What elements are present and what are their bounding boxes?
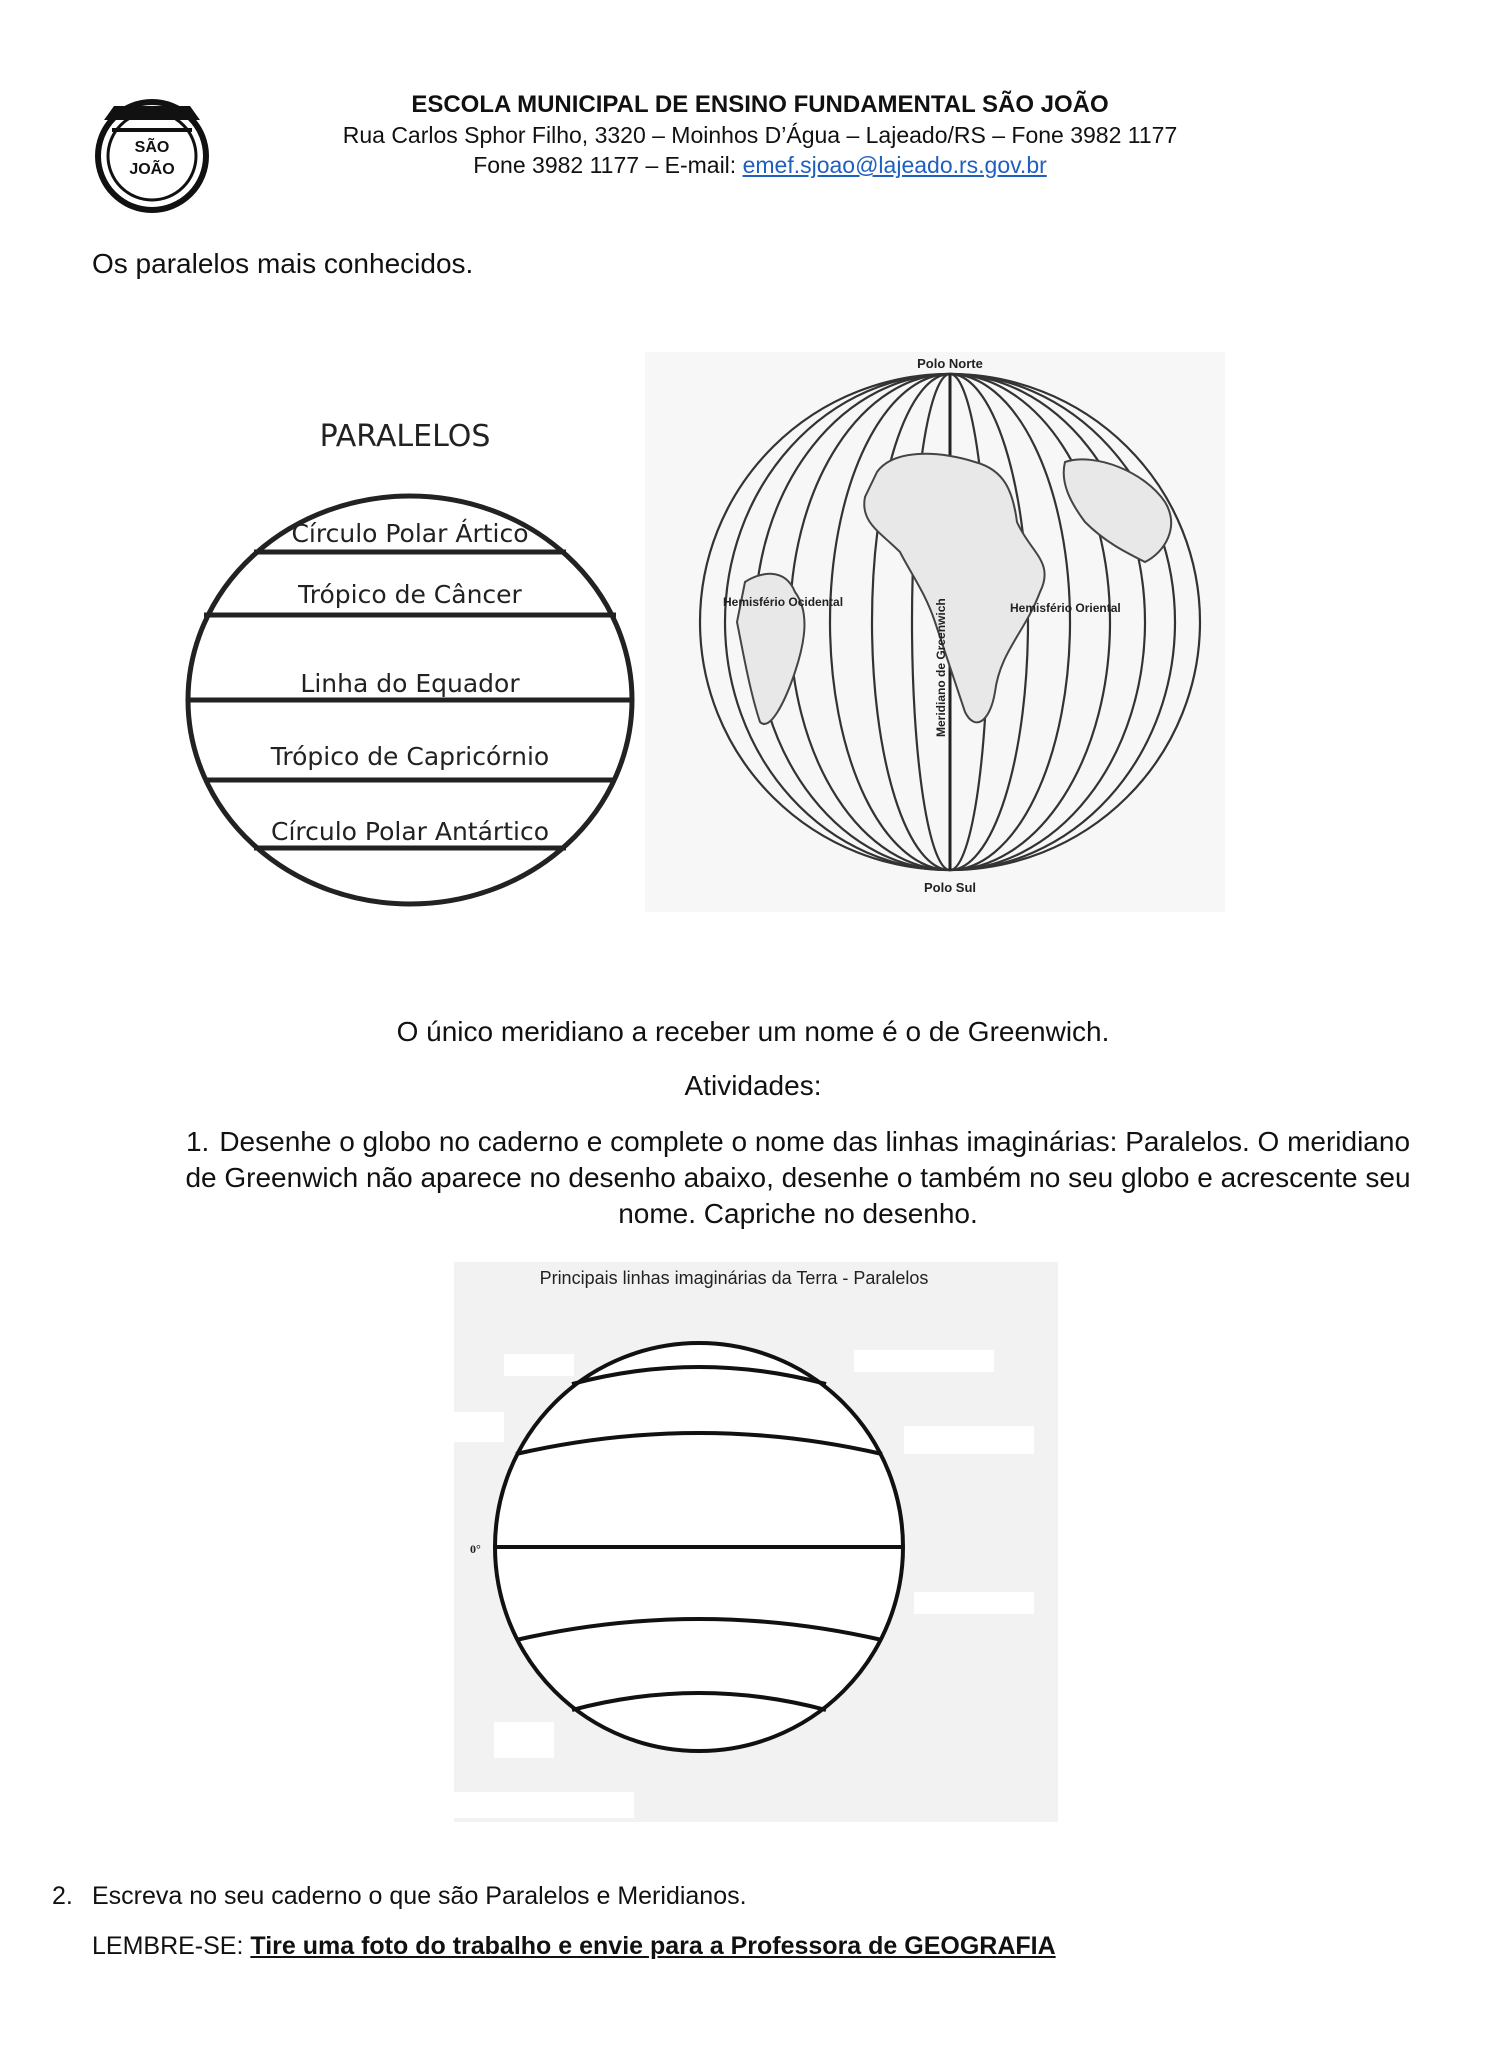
activities-title: Atividades: xyxy=(684,1070,822,1101)
east-hemisphere-label: Hemisfério Oriental xyxy=(1010,601,1121,615)
contact-line xyxy=(260,150,1260,180)
reminder xyxy=(92,1932,1056,1961)
task-1-text: Desenhe o globo no caderno e complete o nome das linhas imaginárias: Paralelos. O meridiano de Greenwich não aparece no desenho abaixo, desenhe o também no seu globo e acrescente seu nome. Capriche no desenho. xyxy=(185,1126,1411,1229)
reminder-emphasis: Tire uma foto do trabalho e envie para a Professora de GEOGRAFIA xyxy=(250,1932,1056,1960)
school-name: ESCOLA MUNICIPAL DE ENSINO FUNDAMENTAL SÃO JOÃO xyxy=(411,91,1109,118)
blank-label-box xyxy=(454,1412,504,1442)
parallels-diagram xyxy=(180,410,650,910)
reminder-label: LEMBRE-SE: xyxy=(92,1932,251,1960)
label-arctic: Círculo Polar Ártico xyxy=(291,519,529,548)
task-2 xyxy=(52,1882,747,1911)
label-cancer: Trópico de Câncer xyxy=(298,580,522,609)
worksheet-globe xyxy=(454,1262,1058,1822)
zero-degree-label: 0° xyxy=(470,1542,481,1556)
letterhead xyxy=(260,90,1260,180)
north-pole-label: Polo Norte xyxy=(917,356,983,371)
phone-label: Fone 3982 1177 – E-mail: xyxy=(473,152,743,178)
label-equator: Linha do Equador xyxy=(300,669,520,698)
logo-text-top: SÃO xyxy=(134,139,170,156)
blank-label-box xyxy=(904,1426,1034,1454)
blank-label-box xyxy=(494,1722,554,1758)
address-line: Rua Carlos Sphor Filho, 3320 – Moinhos D’Água – Lajeado/RS – Fone 3982 1177 xyxy=(342,122,1178,148)
task-1-number: 1. xyxy=(185,1126,210,1157)
blank-label-box xyxy=(914,1592,1034,1614)
blank-label-box xyxy=(854,1350,994,1372)
school-logo xyxy=(90,90,214,214)
intro-text: Os paralelos mais conhecidos. xyxy=(92,248,474,279)
label-capricorn: Trópico de Capricórnio xyxy=(270,742,550,771)
task-2-text: Escreva no seu caderno o que são Paralelos e Meridianos. xyxy=(92,1882,747,1910)
parallels-title: PARALELOS xyxy=(319,419,491,454)
label-antarctic: Círculo Polar Antártico xyxy=(270,817,550,846)
blank-label-box xyxy=(504,1354,574,1376)
meridians-globe xyxy=(645,352,1225,912)
task-2-number: 2. xyxy=(52,1882,73,1910)
task-1 xyxy=(178,1124,1418,1232)
email-link[interactable]: emef.sjoao@lajeado.rs.gov.br xyxy=(742,152,1047,178)
greenwich-label: Meridiano de Greenwich xyxy=(934,598,948,737)
worksheet-title: Principais linhas imaginárias da Terra - Paralelos xyxy=(539,1268,929,1288)
blank-label-box xyxy=(454,1792,634,1818)
south-pole-label: Polo Sul xyxy=(924,880,976,895)
greenwich-note: O único meridiano a receber um nome é o de Greenwich. xyxy=(396,1016,1110,1047)
logo-text-bottom: JOÃO xyxy=(129,161,175,178)
west-hemisphere-label: Hemisfério Ocidental xyxy=(723,595,844,609)
